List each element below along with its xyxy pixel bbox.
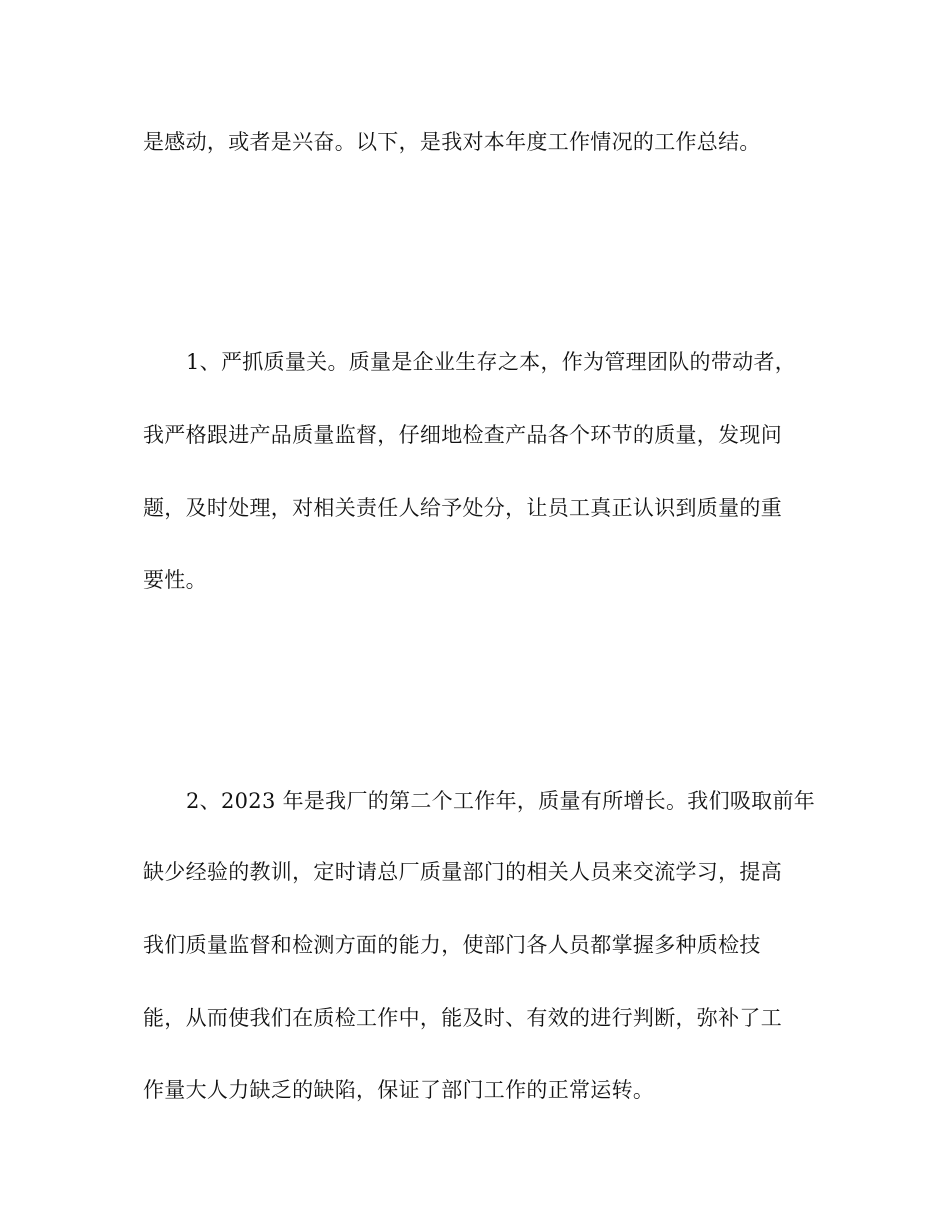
paragraph-line: 1、严抓质量关。质量是企业生存之本，作为管理团队的带动者， — [186, 350, 797, 374]
paragraph-line: 我们质量监督和检测方面的能力，使部门各人员都掌握多种质检技 — [143, 933, 761, 957]
paragraph-line: 我严格跟进产品质量监督，仔细地检查产品各个环节的质量，发现问 — [143, 423, 782, 447]
paragraph-line: 题，及时处理，对相关责任人给予处分，让员工真正认识到质量的重 — [143, 496, 782, 520]
paragraph-line: 能，从而使我们在质检工作中，能及时、有效的进行判断，弥补了工 — [143, 1006, 782, 1030]
paragraph-line: 2、2023 年是我厂的第二个工作年，质量有所增长。我们吸取前年 — [186, 789, 816, 813]
intro-text-line: 是感动，或者是兴奋。以下，是我对本年度工作情况的工作总结。 — [143, 130, 761, 154]
paragraph-line: 要性。 — [143, 568, 207, 592]
paragraph-line: 作量大人力缺乏的缺陷，保证了部门工作的正常运转。 — [143, 1078, 655, 1102]
paragraph-line: 缺少经验的教训，定时请总厂质量部门的相关人员来交流学习，提高 — [143, 860, 782, 884]
